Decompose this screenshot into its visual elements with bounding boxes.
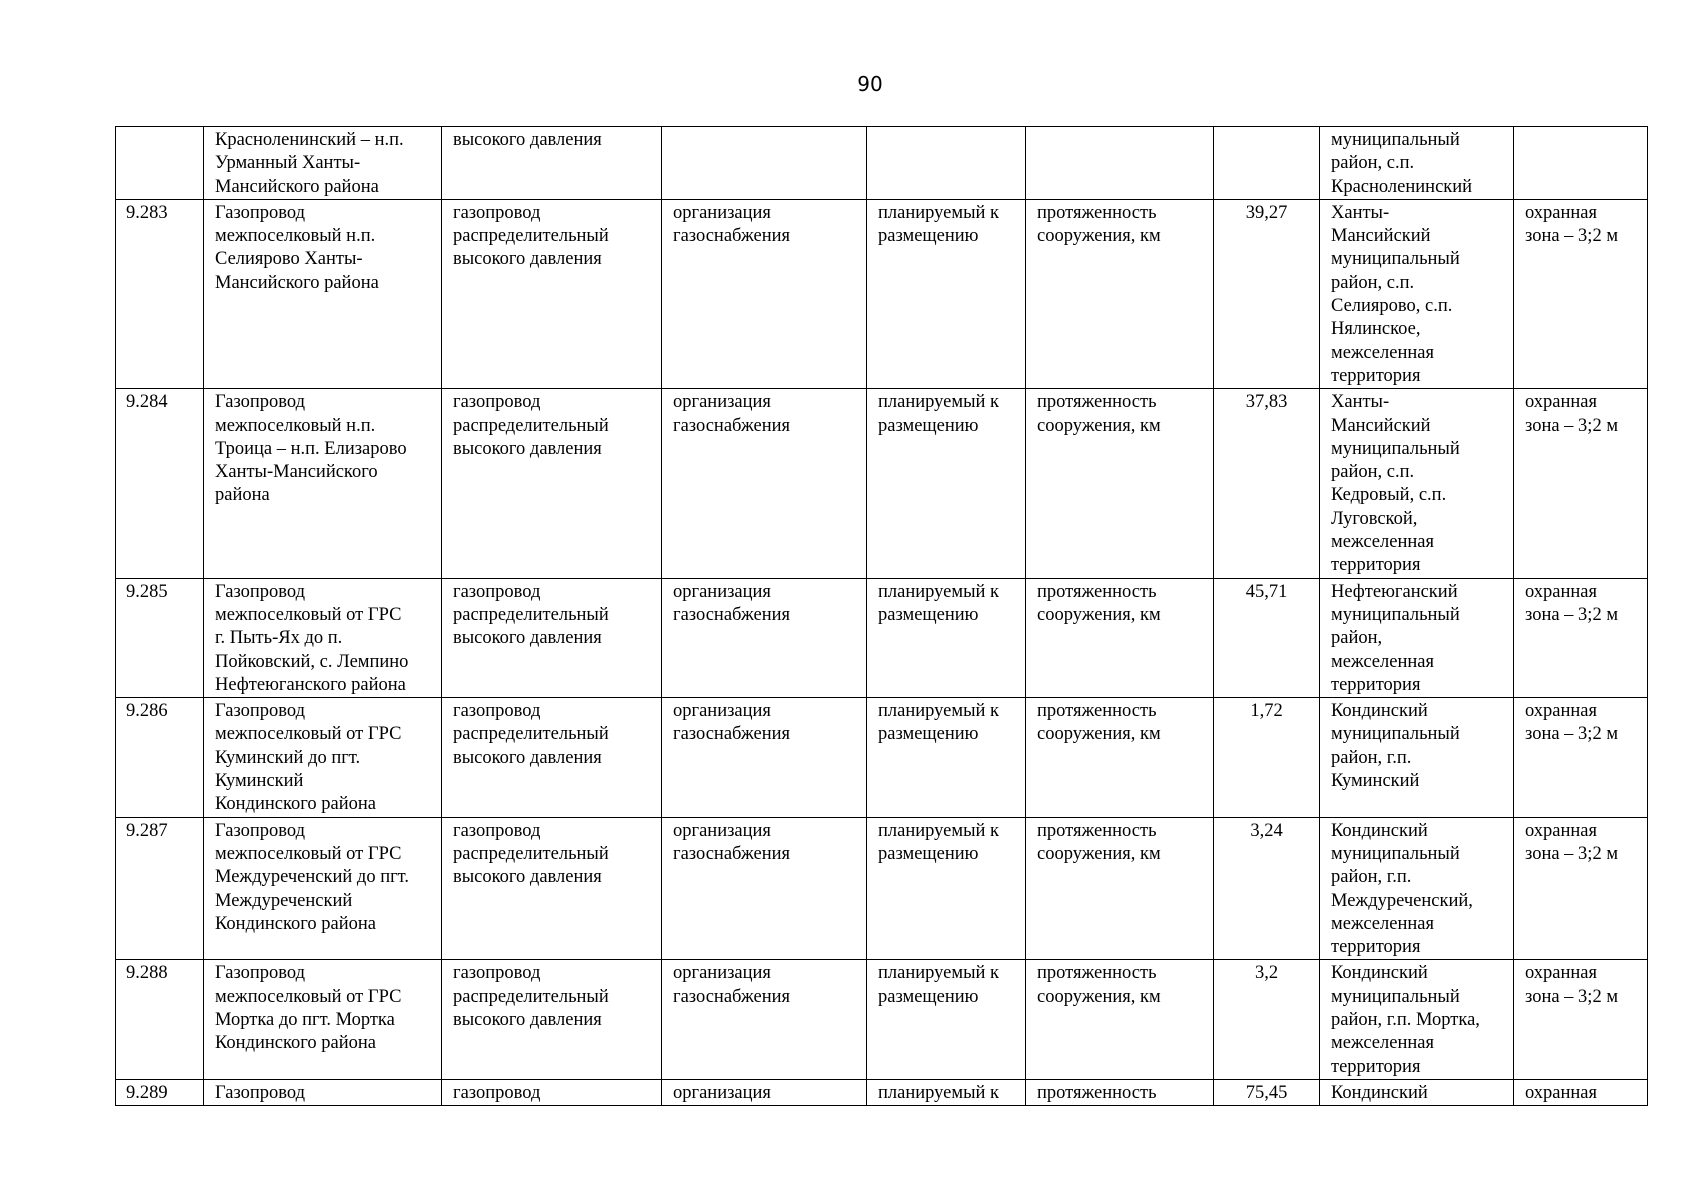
cell-name: Газопровод межпоселковый н.п. Троица – н.п. Елизарово Ханты-Мансийского района bbox=[204, 389, 442, 578]
table-body bbox=[116, 127, 1648, 1106]
cell-zone: охранная зона – 3;2 м bbox=[1514, 578, 1648, 697]
cell-type: газопровод распределительный высокого давления bbox=[442, 960, 662, 1079]
cell-id: 9.287 bbox=[116, 817, 204, 960]
cell-zone: охранная зона – 3;2 м bbox=[1514, 960, 1648, 1079]
cell-status: планируемый к размещению bbox=[867, 817, 1026, 960]
cell-zone: охранная bbox=[1514, 1079, 1648, 1105]
cell-purpose: организация газоснабжения bbox=[662, 960, 867, 1079]
cell-type: газопровод bbox=[442, 1079, 662, 1105]
cell-purpose bbox=[662, 127, 867, 200]
table-row bbox=[116, 960, 1648, 1079]
cell-location: муниципальный район, с.п. Красноленинский bbox=[1320, 127, 1514, 200]
table-row bbox=[116, 817, 1648, 960]
cell-location: Кондинский муниципальный район, г.п. Мортка, межселенная территория bbox=[1320, 960, 1514, 1079]
cell-type: газопровод распределительный высокого давления bbox=[442, 199, 662, 388]
cell-purpose: организация bbox=[662, 1079, 867, 1105]
cell-location: Нефтеюганский муниципальный район, межселенная территория bbox=[1320, 578, 1514, 697]
cell-name: Газопровод межпоселковый от ГРС г. Пыть-Ях до п. Пойковский, с. Лемпино Нефтеюганского района bbox=[204, 578, 442, 697]
cell-name: Газопровод межпоселковый н.п. Селиярово Ханты- Мансийского района bbox=[204, 199, 442, 388]
cell-status: планируемый к размещению bbox=[867, 698, 1026, 817]
cell-value: 3,24 bbox=[1214, 817, 1320, 960]
cell-id bbox=[116, 127, 204, 200]
cell-id: 9.285 bbox=[116, 578, 204, 697]
cell-characteristic: протяженность сооружения, км bbox=[1026, 389, 1214, 578]
cell-purpose: организация газоснабжения bbox=[662, 817, 867, 960]
cell-id: 9.283 bbox=[116, 199, 204, 388]
table-row bbox=[116, 698, 1648, 817]
cell-type: газопровод распределительный высокого давления bbox=[442, 578, 662, 697]
cell-id: 9.289 bbox=[116, 1079, 204, 1105]
cell-value: 39,27 bbox=[1214, 199, 1320, 388]
cell-characteristic: протяженность сооружения, км bbox=[1026, 199, 1214, 388]
cell-purpose: организация газоснабжения bbox=[662, 578, 867, 697]
cell-status: планируемый к размещению bbox=[867, 578, 1026, 697]
cell-type: газопровод распределительный высокого давления bbox=[442, 389, 662, 578]
cell-characteristic: протяженность сооружения, км bbox=[1026, 698, 1214, 817]
data-table bbox=[115, 126, 1648, 1106]
table-row bbox=[116, 389, 1648, 578]
cell-location: Кондинский муниципальный район, г.п. Междуреченский, межселенная территория bbox=[1320, 817, 1514, 960]
cell-location: Ханты- Мансийский муниципальный район, с.п. Кедровый, с.п. Луговской, межселенная территория bbox=[1320, 389, 1514, 578]
cell-name: Газопровод межпоселковый от ГРС Мортка до пгт. Мортка Кондинского района bbox=[204, 960, 442, 1079]
cell-status: планируемый к размещению bbox=[867, 960, 1026, 1079]
page-number: 90 bbox=[857, 72, 883, 96]
cell-zone: охранная зона – 3;2 м bbox=[1514, 389, 1648, 578]
cell-purpose: организация газоснабжения bbox=[662, 199, 867, 388]
cell-status bbox=[867, 127, 1026, 200]
cell-status: планируемый к размещению bbox=[867, 199, 1026, 388]
cell-characteristic: протяженность bbox=[1026, 1079, 1214, 1105]
cell-value: 1,72 bbox=[1214, 698, 1320, 817]
cell-value bbox=[1214, 127, 1320, 200]
cell-purpose: организация газоснабжения bbox=[662, 698, 867, 817]
cell-id: 9.288 bbox=[116, 960, 204, 1079]
cell-name: Красноленинский – н.п. Урманный Ханты- Мансийского района bbox=[204, 127, 442, 200]
cell-value: 45,71 bbox=[1214, 578, 1320, 697]
cell-status: планируемый к bbox=[867, 1079, 1026, 1105]
table-row bbox=[116, 1079, 1648, 1105]
cell-location: Кондинский bbox=[1320, 1079, 1514, 1105]
cell-purpose: организация газоснабжения bbox=[662, 389, 867, 578]
cell-zone bbox=[1514, 127, 1648, 200]
cell-type: газопровод распределительный высокого давления bbox=[442, 698, 662, 817]
cell-characteristic: протяженность сооружения, км bbox=[1026, 960, 1214, 1079]
cell-name: Газопровод межпоселковый от ГРС Междуреченский до пгт. Междуреченский Кондинского района bbox=[204, 817, 442, 960]
cell-name: Газопровод bbox=[204, 1079, 442, 1105]
cell-value: 75,45 bbox=[1214, 1079, 1320, 1105]
cell-characteristic: протяженность сооружения, км bbox=[1026, 578, 1214, 697]
cell-type: высокого давления bbox=[442, 127, 662, 200]
cell-value: 37,83 bbox=[1214, 389, 1320, 578]
cell-zone: охранная зона – 3;2 м bbox=[1514, 199, 1648, 388]
cell-type: газопровод распределительный высокого давления bbox=[442, 817, 662, 960]
cell-id: 9.284 bbox=[116, 389, 204, 578]
table-row bbox=[116, 578, 1648, 697]
cell-id: 9.286 bbox=[116, 698, 204, 817]
cell-characteristic bbox=[1026, 127, 1214, 200]
cell-location: Кондинский муниципальный район, г.п. Куминский bbox=[1320, 698, 1514, 817]
cell-location: Ханты- Мансийский муниципальный район, с.п. Селиярово, с.п. Нялинское, межселенная территория bbox=[1320, 199, 1514, 388]
cell-name: Газопровод межпоселковый от ГРС Куминский до пгт. Куминский Кондинского района bbox=[204, 698, 442, 817]
cell-characteristic: протяженность сооружения, км bbox=[1026, 817, 1214, 960]
table-row bbox=[116, 199, 1648, 388]
cell-zone: охранная зона – 3;2 м bbox=[1514, 698, 1648, 817]
cell-zone: охранная зона – 3;2 м bbox=[1514, 817, 1648, 960]
table-row bbox=[116, 127, 1648, 200]
cell-value: 3,2 bbox=[1214, 960, 1320, 1079]
cell-status: планируемый к размещению bbox=[867, 389, 1026, 578]
